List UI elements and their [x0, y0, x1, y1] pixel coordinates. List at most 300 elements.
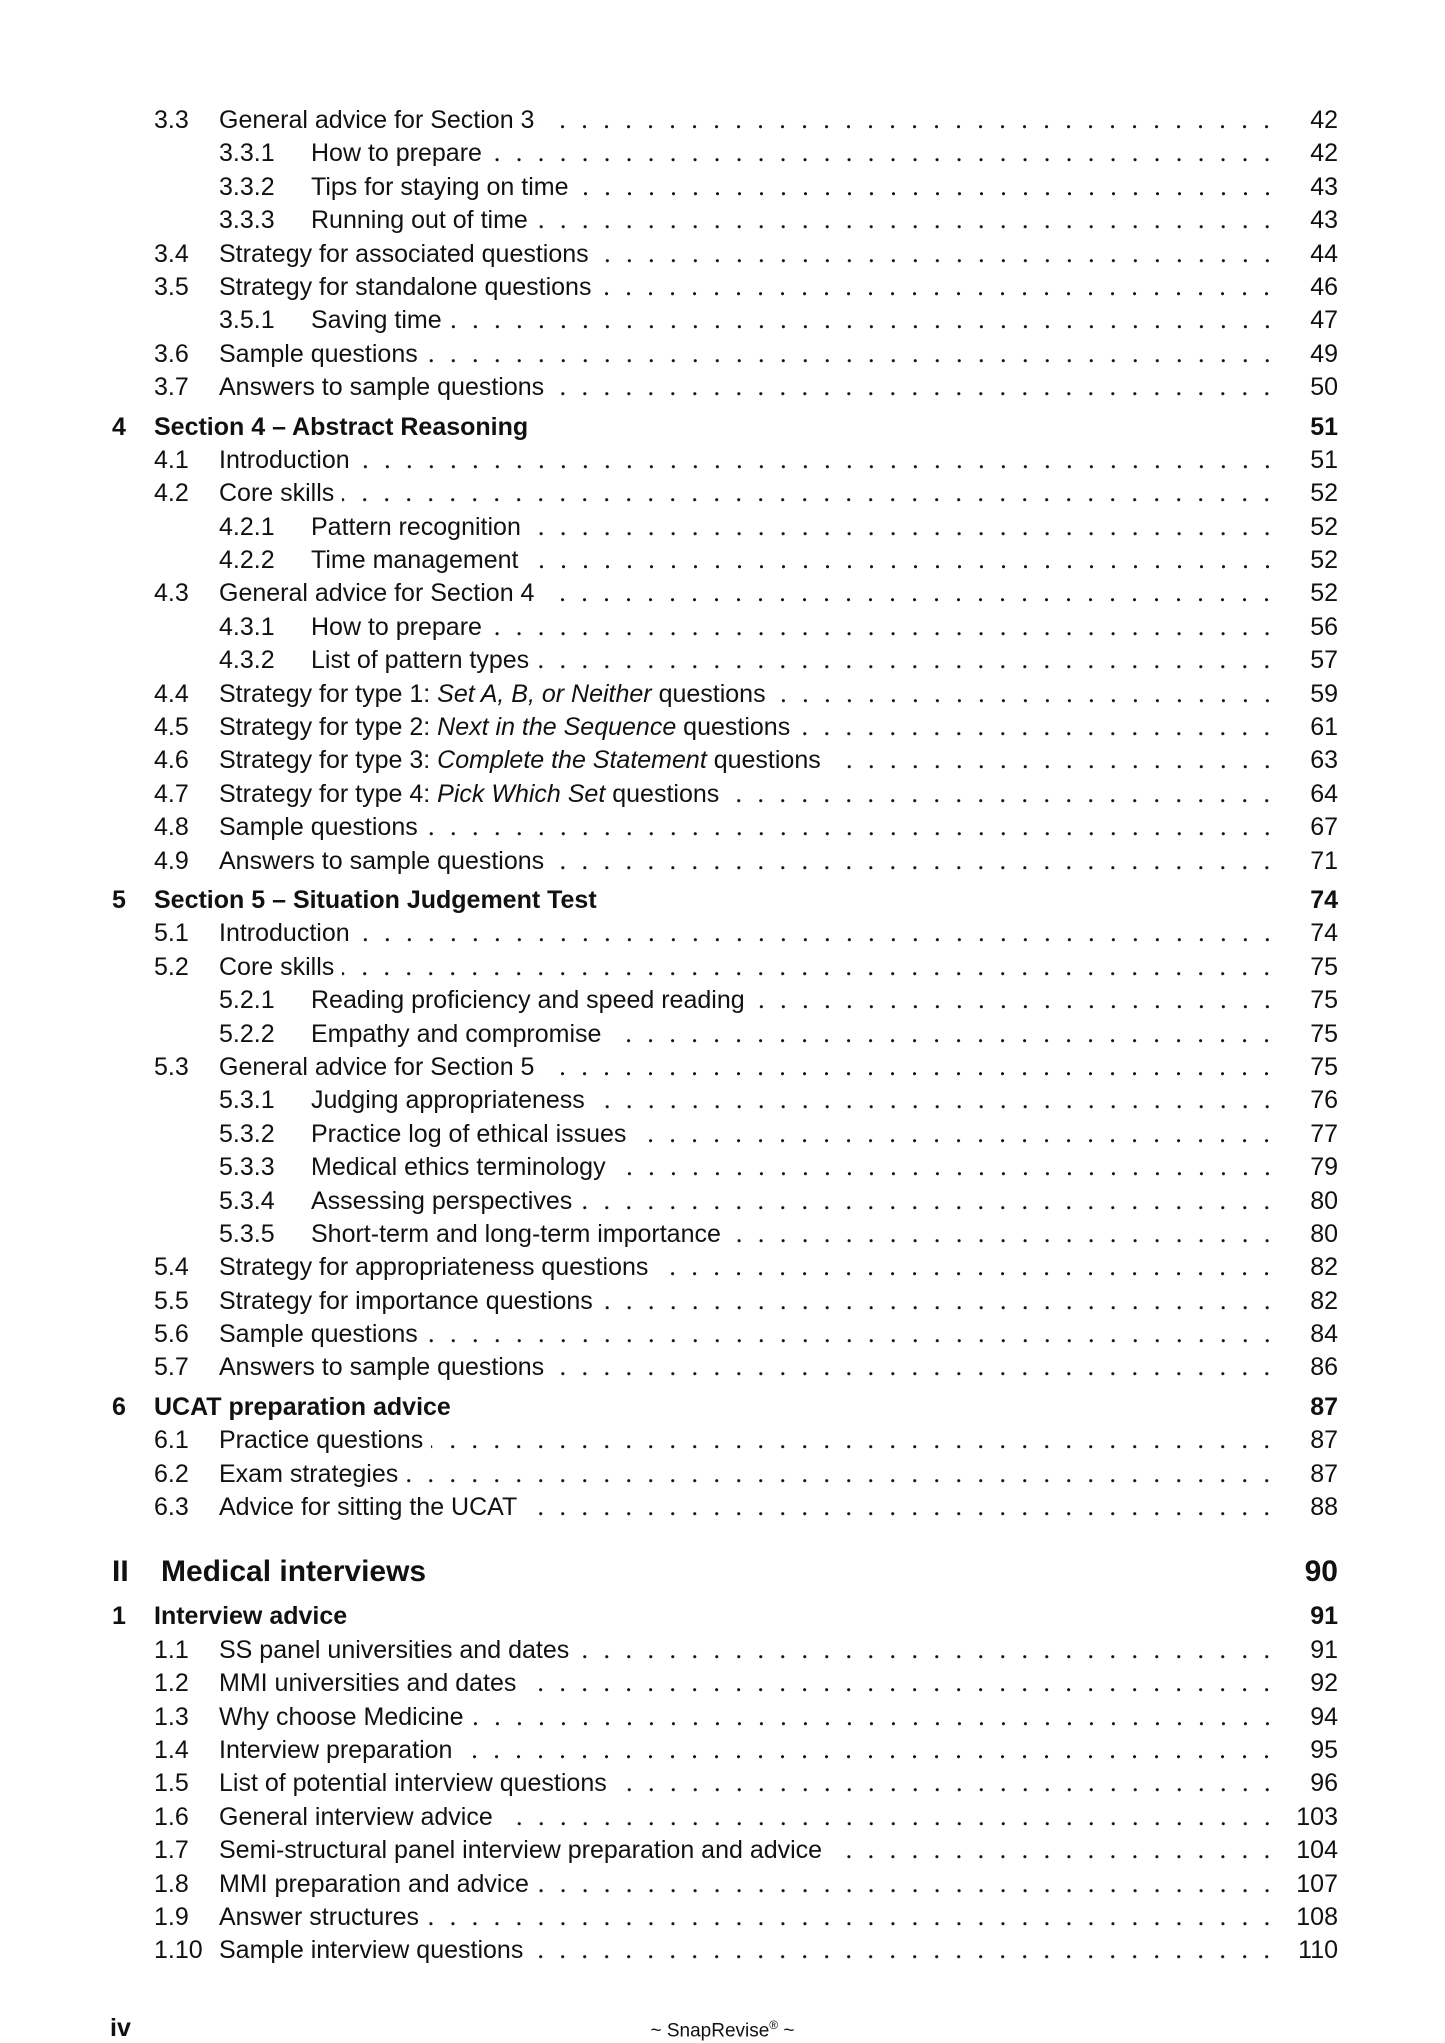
entry-page-number[interactable]: 110	[1298, 1936, 1338, 1965]
dot-leader	[577, 1634, 1278, 1667]
dot-leader	[798, 711, 1278, 744]
entry-title-italic: Set A, B, or Neither	[437, 679, 652, 708]
entry-page-number[interactable]: 90	[1304, 1555, 1338, 1589]
entry-page-number[interactable]: 86	[1310, 1353, 1338, 1382]
entry-number: 3.5	[154, 272, 189, 301]
entry-title-text: General advice for Section 3	[219, 106, 535, 134]
table-of-contents	[0, 104, 1445, 1968]
entry-title-italic: Complete the Statement	[437, 746, 707, 775]
entry-page-number[interactable]: 56	[1310, 612, 1338, 641]
entry-title-text: SS panel universities and dates	[219, 1635, 570, 1664]
entry-title[interactable]	[311, 1118, 634, 1151]
entry-title-text: General interview advice	[219, 1802, 493, 1831]
entry-title[interactable]	[219, 678, 774, 711]
dot-leader	[774, 678, 1278, 711]
dot-leader	[634, 1118, 1278, 1151]
entry-number: II	[112, 1555, 129, 1589]
toc-entry-sub[interactable]	[0, 304, 1445, 337]
entry-title-text: Assessing perspectives	[311, 1186, 573, 1215]
entry-title-text: General advice for Section 4	[219, 579, 535, 608]
entry-title-text: Strategy for importance questions	[219, 1286, 593, 1315]
entry-number: 4.9	[154, 846, 189, 875]
entry-title[interactable]	[219, 845, 552, 878]
entry-number: 1.4	[154, 1735, 189, 1764]
entry-page-number[interactable]: 49	[1310, 339, 1338, 368]
entry-page-number[interactable]: 76	[1310, 1086, 1338, 1115]
toc-entry-sec[interactable]	[0, 577, 1445, 610]
entry-number: 5.5	[154, 1286, 189, 1315]
entry-page-number[interactable]: 43	[1310, 172, 1338, 201]
entry-title[interactable]	[311, 1084, 593, 1117]
entry-page-number[interactable]: 91	[1310, 1635, 1338, 1664]
entry-page-number[interactable]: 91	[1310, 1602, 1338, 1631]
entry-page-number[interactable]: 64	[1310, 779, 1338, 808]
toc-entry-sec[interactable]	[0, 1251, 1445, 1284]
entry-page-number[interactable]: 75	[1310, 1019, 1338, 1048]
entry-title-text: Empathy and compromise	[311, 1019, 602, 1048]
toc-entry-sec[interactable]	[0, 1901, 1445, 1934]
toc-entry-sec[interactable]	[0, 1458, 1445, 1491]
entry-title[interactable]	[311, 611, 490, 644]
entry-page-number[interactable]: 52	[1310, 479, 1338, 508]
dot-leader	[536, 204, 1278, 237]
entry-page-number[interactable]: 74	[1310, 919, 1338, 948]
entry-title[interactable]	[311, 171, 577, 204]
entry-number: 5.7	[154, 1353, 189, 1382]
entry-title-text: Exam strategies	[219, 1459, 399, 1488]
toc-entry-sec[interactable]	[0, 338, 1445, 371]
dot-leader	[358, 444, 1278, 477]
entry-number: 5	[112, 885, 126, 914]
entry-title[interactable]	[219, 1667, 524, 1700]
entry-title[interactable]	[154, 1600, 355, 1633]
entry-title[interactable]	[311, 1218, 729, 1251]
entry-title-text: Interview preparation	[219, 1735, 453, 1764]
toc-entry-chap[interactable]	[0, 1391, 1445, 1424]
entry-number: 4.3	[154, 579, 189, 608]
toc-entry-sec[interactable]	[0, 271, 1445, 304]
dot-leader	[542, 577, 1278, 610]
entry-page-number[interactable]: 52	[1310, 579, 1338, 608]
entry-page-number[interactable]: 96	[1310, 1769, 1338, 1798]
entry-title[interactable]	[311, 984, 753, 1017]
entry-title[interactable]	[154, 884, 605, 917]
toc-entry-sub[interactable]	[0, 1151, 1445, 1184]
toc-entry-sec[interactable]	[0, 678, 1445, 711]
entry-title-text: Introduction	[219, 919, 350, 948]
entry-number: 6.1	[154, 1426, 189, 1455]
entry-title-text: Medical ethics terminology	[311, 1153, 606, 1182]
dot-leader	[460, 1734, 1278, 1767]
dot-leader	[472, 1701, 1278, 1734]
entry-page-number[interactable]: 84	[1310, 1320, 1338, 1349]
entry-title-text: Practice questions	[219, 1426, 424, 1455]
entry-title-text: Tips for staying on time	[311, 172, 569, 201]
dot-leader	[427, 1901, 1278, 1934]
entry-title[interactable]	[161, 1550, 434, 1594]
toc-entry-chap[interactable]	[0, 884, 1445, 917]
entry-title[interactable]	[219, 577, 542, 610]
entry-page-number[interactable]: 51	[1310, 445, 1338, 474]
dot-leader	[490, 611, 1278, 644]
entry-page-number[interactable]: 95	[1310, 1735, 1338, 1764]
entry-title-text: Sample questions	[219, 1320, 418, 1349]
entry-number: 5.3.1	[219, 1086, 275, 1115]
entry-page-number[interactable]: 107	[1296, 1869, 1338, 1898]
toc-entry-sub[interactable]	[0, 1118, 1445, 1151]
entry-title[interactable]	[219, 1901, 427, 1934]
toc-entry-sub[interactable]	[0, 1084, 1445, 1117]
toc-entry-sub[interactable]	[0, 611, 1445, 644]
toc-entry-sec[interactable]	[0, 444, 1445, 477]
dot-leader	[537, 644, 1278, 677]
dot-leader	[524, 1667, 1278, 1700]
entry-page-number[interactable]: 80	[1310, 1186, 1338, 1215]
entry-number: 5.3.3	[219, 1153, 275, 1182]
entry-title-text: Pattern recognition	[311, 512, 521, 541]
entry-title-text: MMI preparation and advice	[219, 1869, 529, 1898]
entry-page-number[interactable]: 42	[1310, 139, 1338, 168]
entry-title-text: UCAT preparation advice	[154, 1392, 451, 1421]
entry-title[interactable]	[219, 1458, 406, 1491]
toc-entry-sub[interactable]	[0, 204, 1445, 237]
entry-title[interactable]	[311, 511, 529, 544]
entry-page-number[interactable]: 87	[1310, 1459, 1338, 1488]
entry-page-number[interactable]: 57	[1310, 646, 1338, 675]
dot-leader	[542, 104, 1278, 137]
entry-title[interactable]	[219, 1285, 601, 1318]
entry-title-italic: Next in the Sequence	[437, 713, 677, 742]
toc-entry-sec[interactable]	[0, 1051, 1445, 1084]
toc-entry-chap[interactable]	[0, 411, 1445, 444]
entry-number: 6	[112, 1392, 126, 1421]
entry-page-number[interactable]: 63	[1310, 746, 1338, 775]
entry-title-text: Answer structures	[219, 1902, 420, 1931]
entry-number: 4.3.2	[219, 646, 275, 675]
entry-number: 5.2.1	[219, 986, 275, 1015]
entry-page-number[interactable]: 104	[1296, 1836, 1338, 1865]
dot-leader	[431, 1424, 1278, 1457]
entry-title[interactable]	[219, 104, 542, 137]
entry-page-number[interactable]: 52	[1310, 546, 1338, 575]
dot-leader	[829, 744, 1278, 777]
entry-page-number[interactable]: 80	[1310, 1219, 1338, 1248]
entry-page-number[interactable]: 108	[1296, 1902, 1338, 1931]
toc-entry-sec[interactable]	[0, 1701, 1445, 1734]
toc-entry-sec[interactable]	[0, 1318, 1445, 1351]
entry-title[interactable]	[219, 1491, 525, 1524]
entry-number: 3.3.3	[219, 206, 275, 235]
toc-entry-sec[interactable]	[0, 477, 1445, 510]
toc-entry-sec[interactable]	[0, 711, 1445, 744]
entry-page-number[interactable]: 87	[1310, 1426, 1338, 1455]
toc-entry-sec[interactable]	[0, 238, 1445, 271]
entry-number: 4.1	[154, 445, 189, 474]
entry-title-text: Introduction	[219, 445, 350, 474]
entry-number: 4.2.2	[219, 546, 275, 575]
entry-page-number[interactable]: 47	[1310, 306, 1338, 335]
entry-number: 4.8	[154, 813, 189, 842]
toc-entry-sec[interactable]	[0, 917, 1445, 950]
entry-page-number[interactable]: 82	[1310, 1253, 1338, 1282]
entry-number: 3.7	[154, 373, 189, 402]
entry-title-italic: Pick Which Set	[437, 779, 606, 808]
toc-entry-sec[interactable]	[0, 1285, 1445, 1318]
entry-title-suffix: questions	[651, 679, 766, 708]
entry-page-number[interactable]: 43	[1310, 206, 1338, 235]
entry-title-text: Time management	[311, 546, 519, 575]
toc-entry-sec[interactable]	[0, 1634, 1445, 1667]
entry-title-text: Sample questions	[219, 339, 418, 368]
toc-entry-sec[interactable]	[0, 1767, 1445, 1800]
registered-mark: ®	[769, 2018, 779, 2032]
entry-title[interactable]	[219, 1734, 460, 1767]
toc-entry-sec[interactable]	[0, 951, 1445, 984]
entry-number: 6.3	[154, 1493, 189, 1522]
entry-page-number[interactable]: 51	[1310, 412, 1338, 441]
entry-number: 5.2.2	[219, 1019, 275, 1048]
entry-title-text: Core skills	[219, 952, 335, 981]
toc-entry-sec[interactable]	[0, 1801, 1445, 1834]
entry-title[interactable]	[311, 544, 527, 577]
entry-title-text: Why choose Medicine	[219, 1702, 464, 1731]
entry-number: 4.6	[154, 746, 189, 775]
entry-title[interactable]	[311, 304, 450, 337]
entry-title[interactable]	[219, 1834, 830, 1867]
toc-entry-sec[interactable]	[0, 778, 1445, 811]
toc-entry-sec[interactable]	[0, 1667, 1445, 1700]
toc-entry-sub[interactable]	[0, 171, 1445, 204]
toc-entry-sub[interactable]	[0, 1185, 1445, 1218]
entry-title[interactable]	[219, 1767, 615, 1800]
toc-entry-sec[interactable]	[0, 845, 1445, 878]
entry-title[interactable]	[219, 271, 599, 304]
dot-leader	[426, 811, 1278, 844]
entry-number: 5.2	[154, 952, 189, 981]
entry-title[interactable]	[219, 1934, 531, 1967]
entry-title-text: Saving time	[311, 306, 442, 335]
entry-page-number[interactable]: 71	[1310, 846, 1338, 875]
dot-leader	[426, 1318, 1278, 1351]
entry-number: 3.3	[154, 106, 189, 134]
toc-entry-sec[interactable]	[0, 1734, 1445, 1767]
entry-title[interactable]	[219, 338, 426, 371]
entry-page-number[interactable]: 88	[1310, 1493, 1338, 1522]
entry-page-number[interactable]: 52	[1310, 512, 1338, 541]
entry-number: 1.8	[154, 1869, 189, 1898]
entry-title[interactable]	[311, 644, 537, 677]
entry-number: 1.2	[154, 1669, 189, 1698]
entry-title-text: List of pattern types	[311, 646, 530, 675]
entry-title[interactable]	[219, 1868, 537, 1901]
entry-title[interactable]	[154, 1391, 459, 1424]
entry-number: 3.3.2	[219, 172, 275, 201]
entry-title[interactable]	[311, 1185, 580, 1218]
entry-page-number[interactable]: 67	[1310, 813, 1338, 842]
entry-number: 5.3.4	[219, 1186, 275, 1215]
entry-page-number[interactable]: 94	[1310, 1702, 1338, 1731]
toc-entry-sec[interactable]	[0, 371, 1445, 404]
entry-title-text: Answers to sample questions	[219, 846, 545, 875]
entry-title-text: Strategy for type 3:	[219, 746, 438, 775]
entry-number: 1.1	[154, 1635, 189, 1664]
entry-number: 1.9	[154, 1902, 189, 1931]
toc-entry-sub[interactable]	[0, 1218, 1445, 1251]
toc-entry-sec[interactable]	[0, 104, 1445, 137]
entry-page-number[interactable]: 59	[1310, 679, 1338, 708]
entry-title-text: Sample questions	[219, 813, 418, 842]
toc-entry-sec[interactable]	[0, 811, 1445, 844]
toc-entry-sub[interactable]	[0, 544, 1445, 577]
entry-title[interactable]	[219, 744, 829, 777]
entry-page-number[interactable]: 42	[1310, 106, 1338, 134]
toc-entry-sec[interactable]	[0, 1424, 1445, 1457]
dot-leader	[552, 1351, 1278, 1384]
entry-number: 4.3.1	[219, 612, 275, 641]
entry-title[interactable]	[219, 1424, 431, 1457]
entry-page-number[interactable]: 87	[1310, 1392, 1338, 1421]
dot-leader	[525, 1491, 1278, 1524]
toc-entry-sub[interactable]	[0, 137, 1445, 170]
toc-entry-part[interactable]	[0, 1550, 1445, 1594]
dot-leader	[406, 1458, 1278, 1491]
entry-title-text: Short-term and long-term importance	[311, 1219, 721, 1248]
entry-title-text: Answers to sample questions	[219, 373, 545, 402]
entry-title[interactable]	[219, 477, 342, 510]
entry-title-text: Strategy for type 2:	[219, 713, 438, 742]
entry-title-text: Strategy for standalone questions	[219, 272, 592, 301]
entry-title[interactable]	[311, 204, 536, 237]
entry-number: 5.3	[154, 1052, 189, 1081]
toc-entry-sub[interactable]	[0, 984, 1445, 1017]
entry-number: 1	[112, 1602, 126, 1631]
entry-number: 3.5.1	[219, 306, 275, 335]
toc-entry-chap[interactable]	[0, 1600, 1445, 1633]
entry-page-number[interactable]: 82	[1310, 1286, 1338, 1315]
brand-name: ~ SnapRevise	[650, 2020, 770, 2042]
toc-entry-sub[interactable]	[0, 644, 1445, 677]
entry-title[interactable]	[219, 1351, 552, 1384]
entry-number: 3.3.1	[219, 139, 275, 168]
entry-title[interactable]	[219, 917, 358, 950]
entry-title-text: Strategy for associated questions	[219, 239, 589, 268]
entry-page-number[interactable]: 92	[1310, 1669, 1338, 1698]
footer-brand	[0, 2018, 1445, 2042]
entry-title-text: General advice for Section 5	[219, 1052, 535, 1081]
entry-title[interactable]	[219, 371, 552, 404]
entry-title[interactable]	[219, 778, 727, 811]
toc-entry-sec[interactable]	[0, 1868, 1445, 1901]
entry-page-number[interactable]: 74	[1310, 885, 1338, 914]
entry-page-number[interactable]: 79	[1310, 1153, 1338, 1182]
entry-title-text: Sample interview questions	[219, 1936, 524, 1965]
dot-leader	[609, 1018, 1278, 1051]
entry-number: 4.2.1	[219, 512, 275, 541]
toc-entry-sec[interactable]	[0, 1491, 1445, 1524]
entry-title-text: Running out of time	[311, 206, 528, 235]
page-number: iv	[110, 2014, 131, 2042]
dot-leader	[615, 1767, 1278, 1800]
brand-suffix: ~	[778, 2020, 795, 2042]
dot-leader	[358, 917, 1278, 950]
toc-entry-sec[interactable]	[0, 1351, 1445, 1384]
toc-entry-sec[interactable]	[0, 1834, 1445, 1867]
entry-title-suffix: questions	[706, 746, 821, 775]
entry-number: 5.3.2	[219, 1119, 275, 1148]
dot-leader	[531, 1934, 1278, 1967]
entry-number: 5.4	[154, 1253, 189, 1282]
entry-title[interactable]	[219, 1701, 472, 1734]
dot-leader	[830, 1834, 1278, 1867]
entry-title[interactable]	[311, 137, 490, 170]
entry-title[interactable]	[219, 1051, 542, 1084]
entry-title[interactable]	[219, 1318, 426, 1351]
entry-title[interactable]	[311, 1018, 609, 1051]
entry-number: 3.4	[154, 239, 189, 268]
toc-entry-sec[interactable]	[0, 1934, 1445, 1967]
entry-page-number[interactable]: 50	[1310, 373, 1338, 402]
entry-title[interactable]	[219, 1634, 577, 1667]
dot-leader	[501, 1801, 1278, 1834]
entry-page-number[interactable]: 77	[1310, 1119, 1338, 1148]
entry-title-text: Judging appropriateness	[311, 1086, 585, 1115]
dot-leader	[577, 171, 1278, 204]
entry-title[interactable]	[219, 238, 597, 271]
dot-leader	[597, 238, 1278, 271]
entry-title[interactable]	[154, 411, 536, 444]
entry-number: 4.4	[154, 679, 189, 708]
entry-title-text: Strategy for appropriateness questions	[219, 1253, 649, 1282]
dot-leader	[552, 371, 1278, 404]
entry-title-text: Core skills	[219, 479, 335, 508]
entry-page-number[interactable]: 75	[1310, 952, 1338, 981]
entry-title[interactable]	[219, 811, 426, 844]
entry-page-number[interactable]: 44	[1310, 239, 1338, 268]
dot-leader	[527, 544, 1279, 577]
entry-title[interactable]	[311, 1151, 614, 1184]
dot-leader	[537, 1868, 1278, 1901]
entry-number: 1.3	[154, 1702, 189, 1731]
entry-title[interactable]	[219, 711, 798, 744]
entry-title[interactable]	[219, 1251, 656, 1284]
dot-leader	[727, 778, 1278, 811]
entry-title-text: Advice for sitting the UCAT	[219, 1493, 518, 1522]
toc-entry-sec[interactable]	[0, 744, 1445, 777]
entry-page-number[interactable]: 46	[1310, 272, 1338, 301]
entry-title-suffix: questions	[605, 779, 720, 808]
entry-number: 1.5	[154, 1769, 189, 1798]
dot-leader	[529, 511, 1278, 544]
entry-page-number[interactable]: 75	[1310, 986, 1338, 1015]
entry-page-number[interactable]: 103	[1296, 1802, 1338, 1831]
toc-entry-sub[interactable]	[0, 511, 1445, 544]
entry-title-text: Section 5 – Situation Judgement Test	[154, 885, 597, 914]
entry-title-text: List of potential interview questions	[219, 1769, 607, 1798]
entry-title-text: Reading proficiency and speed reading	[311, 986, 745, 1015]
entry-number: 6.2	[154, 1459, 189, 1488]
dot-leader	[601, 1285, 1278, 1318]
entry-title[interactable]	[219, 1801, 501, 1834]
entry-number: 1.7	[154, 1836, 189, 1865]
entry-title-text: Strategy for type 4:	[219, 779, 438, 808]
entry-page-number[interactable]: 75	[1310, 1052, 1338, 1081]
entry-title[interactable]	[219, 951, 342, 984]
entry-title-text: Strategy for type 1:	[219, 679, 438, 708]
entry-title[interactable]	[219, 444, 358, 477]
toc-entry-sub[interactable]	[0, 1018, 1445, 1051]
entry-page-number[interactable]: 61	[1310, 713, 1338, 742]
dot-leader	[552, 845, 1278, 878]
